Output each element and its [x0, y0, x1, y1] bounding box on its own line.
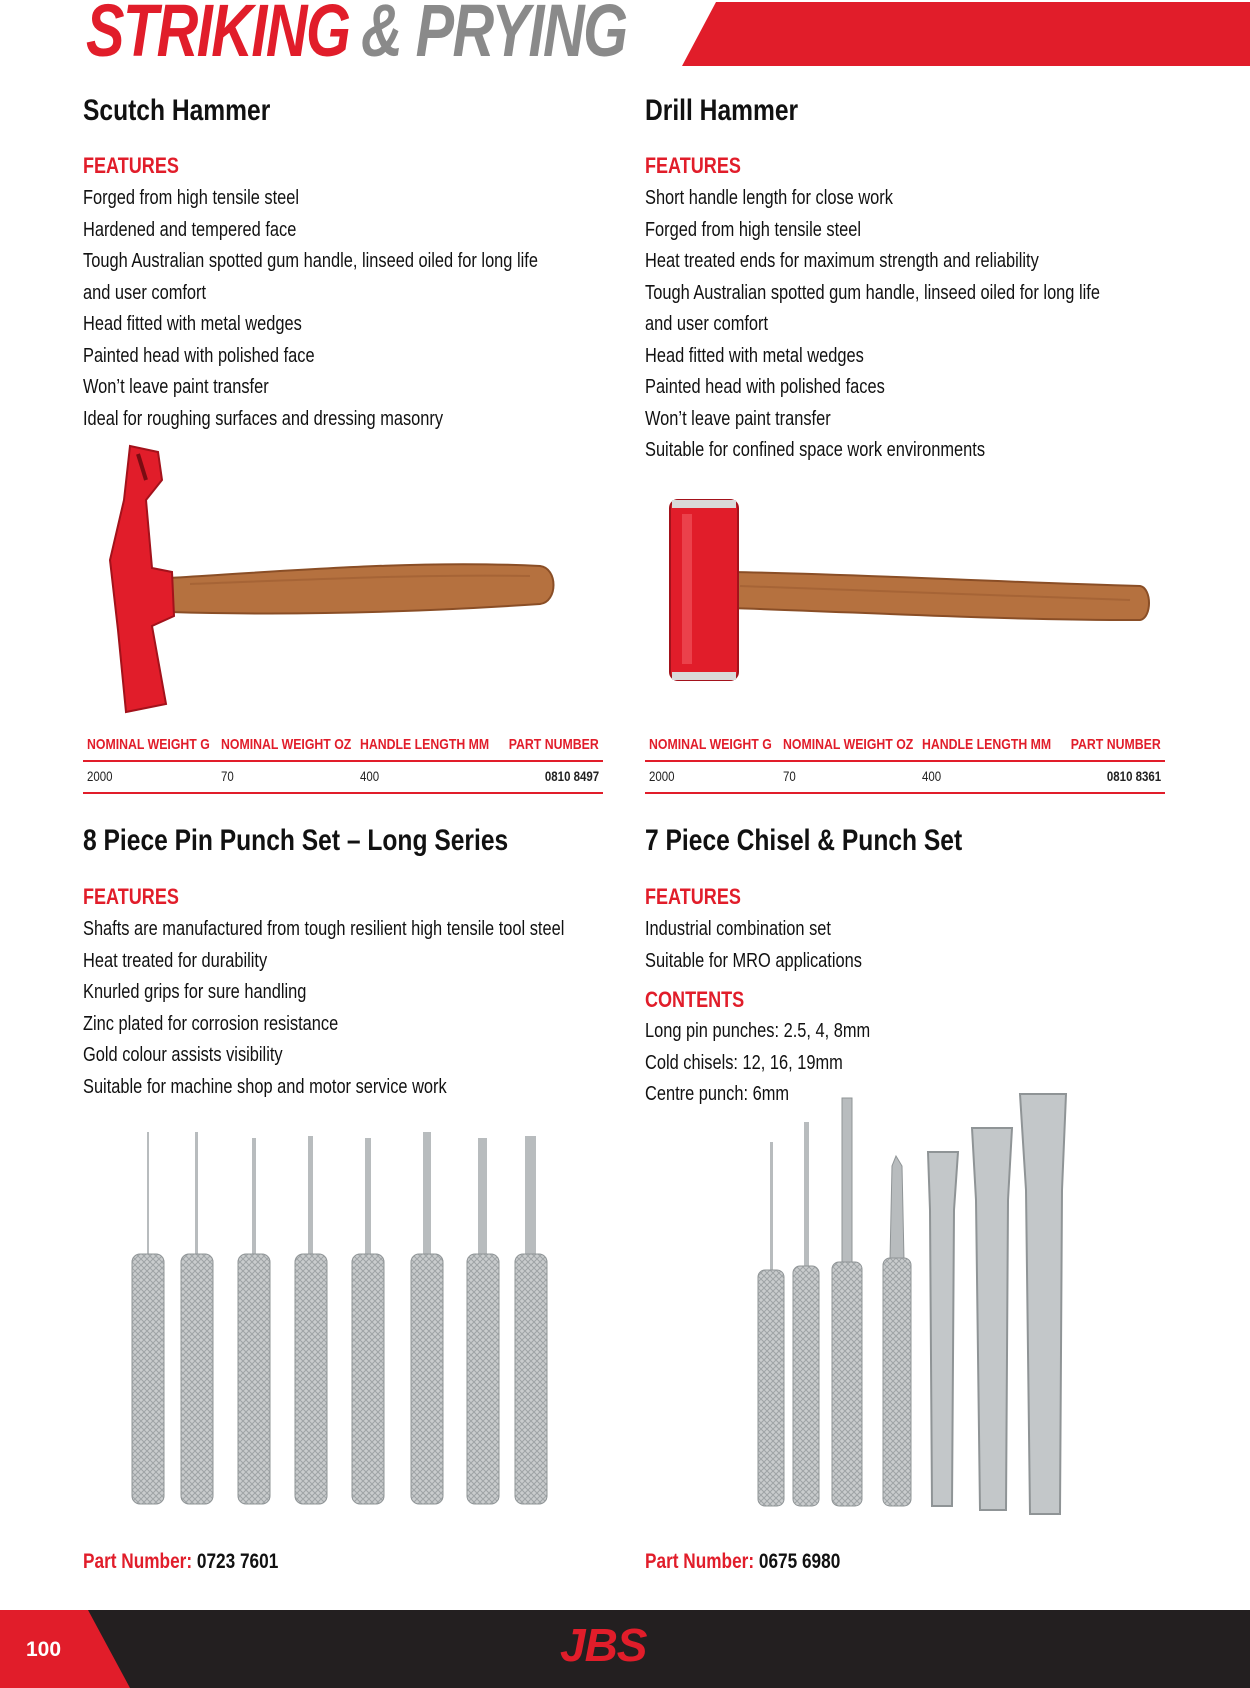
feature-item: Industrial combination set [645, 918, 831, 940]
pin-punch [411, 1132, 443, 1504]
feature-item: Suitable for MRO applications [645, 949, 862, 972]
product-title-chisel-punch-set: 7 Piece Chisel & Punch Set [645, 824, 963, 857]
chisel-punch-set-image [740, 1090, 1080, 1520]
feature-item: Heat treated for durability [83, 949, 268, 972]
pin-punch [295, 1136, 327, 1504]
table-row [645, 762, 1165, 794]
pin-punch [352, 1138, 384, 1504]
features-label: FEATURES [83, 884, 179, 909]
feature-item: Heat treated ends for maximum strength and reliability [645, 250, 1039, 272]
feature-item: Zinc plated for corrosion resistance [83, 1012, 339, 1035]
centre-punch [883, 1156, 911, 1506]
feature-item: Painted head with polished face [83, 344, 315, 367]
cold-chisel [928, 1152, 958, 1506]
contents-item: Cold chisels: 12, 16, 19mm [645, 1051, 843, 1074]
spec-cell-weight-oz: 70 [221, 768, 234, 784]
feature-item: Gold colour assists visibility [83, 1044, 283, 1066]
feature-list-pin-punch-set [83, 914, 608, 1103]
feature-item: Tough Australian spotted gum handle, linseed oiled for long life [645, 281, 1100, 304]
feature-item: Won’t leave paint transfer [83, 376, 269, 398]
pin-punch [467, 1138, 499, 1504]
part-number-value: 0723 7601 [196, 1550, 279, 1573]
part-number-label: Part Number: [83, 1550, 193, 1573]
part-number-label: Part Number: [645, 1550, 755, 1573]
contents-item: Centre punch: 6mm [645, 1083, 790, 1105]
pin-punch [132, 1132, 164, 1504]
feature-item: Short handle length for close work [645, 187, 893, 209]
feature-item: Forged from high tensile steel [645, 218, 862, 241]
spec-header-weight-g: NOMINAL WEIGHT G [649, 736, 772, 753]
spec-header-handle-length: HANDLE LENGTH MM [360, 736, 490, 753]
table-row [83, 762, 603, 794]
pin-punch [181, 1132, 213, 1504]
cold-chisel [972, 1128, 1012, 1510]
spec-header-part-number: PART NUMBER [509, 736, 599, 753]
spec-cell-part-number: 0810 8497 [544, 768, 599, 784]
feature-list-drill-hammer [645, 183, 1170, 467]
spec-table-drill-hammer [645, 730, 1165, 794]
product-title-scutch-hammer: Scutch Hammer [83, 94, 271, 127]
feature-item: Forged from high tensile steel [83, 187, 300, 209]
page-number: 100 [26, 1638, 62, 1661]
feature-item: Head fitted with metal wedges [645, 344, 864, 367]
spec-header-weight-g: NOMINAL WEIGHT G [87, 736, 210, 753]
scutch-hammer-image [100, 440, 570, 720]
spec-cell-handle-length: 400 [922, 768, 942, 784]
contents-label: CONTENTS [645, 987, 745, 1012]
product-title-pin-punch-set: 8 Piece Pin Punch Set – Long Series [83, 824, 509, 857]
spec-cell-handle-length: 400 [360, 768, 380, 784]
spec-cell-weight-g: 2000 [87, 768, 113, 784]
contents-item: Long pin punches: 2.5, 4, 8mm [645, 1020, 871, 1042]
cold-chisel [1020, 1094, 1066, 1514]
feature-item: Ideal for roughing surfaces and dressing masonry [83, 407, 444, 430]
feature-item: Head fitted with metal wedges [83, 313, 302, 335]
features-label: FEATURES [645, 884, 741, 909]
feature-list-scutch-hammer [83, 183, 608, 435]
spec-table-header [645, 730, 1165, 762]
part-number-value: 0675 6980 [758, 1550, 841, 1573]
spec-header-weight-oz: NOMINAL WEIGHT OZ [783, 736, 914, 753]
feature-item: and user comfort [83, 281, 207, 304]
feature-item: Suitable for confined space work environments [645, 439, 986, 461]
pin-punch [515, 1136, 547, 1504]
part-number-pin-punch-set [83, 1550, 278, 1574]
spec-cell-weight-g: 2000 [649, 768, 675, 784]
pin-punch [758, 1142, 784, 1506]
pin-punch [238, 1138, 270, 1504]
brand-logo: JBS [560, 1619, 647, 1671]
features-label: FEATURES [83, 153, 179, 178]
feature-item: Suitable for machine shop and motor service work [83, 1075, 447, 1098]
spec-cell-part-number: 0810 8361 [1106, 768, 1161, 784]
features-label: FEATURES [645, 153, 741, 178]
feature-item: Hardened and tempered face [83, 218, 297, 241]
part-number-chisel-punch-set [645, 1550, 840, 1574]
spec-cell-weight-oz: 70 [783, 768, 796, 784]
feature-item: Painted head with polished faces [645, 376, 885, 398]
spec-header-part-number: PART NUMBER [1071, 736, 1161, 753]
spec-header-weight-oz: NOMINAL WEIGHT OZ [221, 736, 352, 753]
feature-item: Knurled grips for sure handling [83, 981, 307, 1003]
spec-table-header [83, 730, 603, 762]
feature-item: and user comfort [645, 313, 769, 335]
spec-header-handle-length: HANDLE LENGTH MM [922, 736, 1052, 753]
pin-punch [793, 1122, 819, 1506]
feature-item: Won’t leave paint transfer [645, 407, 831, 430]
feature-item: Tough Australian spotted gum handle, linseed oiled for long life [83, 250, 538, 272]
spec-table-scutch-hammer [83, 730, 603, 794]
drill-hammer-image [660, 490, 1160, 700]
product-title-drill-hammer: Drill Hammer [645, 94, 799, 127]
section-title-striking: STRIKING [86, 0, 350, 72]
section-title-prying: & PRYING [361, 0, 627, 72]
feature-item: Shafts are manufactured from tough resilient high tensile tool steel [83, 918, 565, 940]
pin-punch [832, 1098, 862, 1506]
feature-list-chisel-punch-set [645, 914, 1170, 977]
pin-punch-set-image [120, 1130, 580, 1510]
header-accent-bar [682, 2, 1250, 66]
